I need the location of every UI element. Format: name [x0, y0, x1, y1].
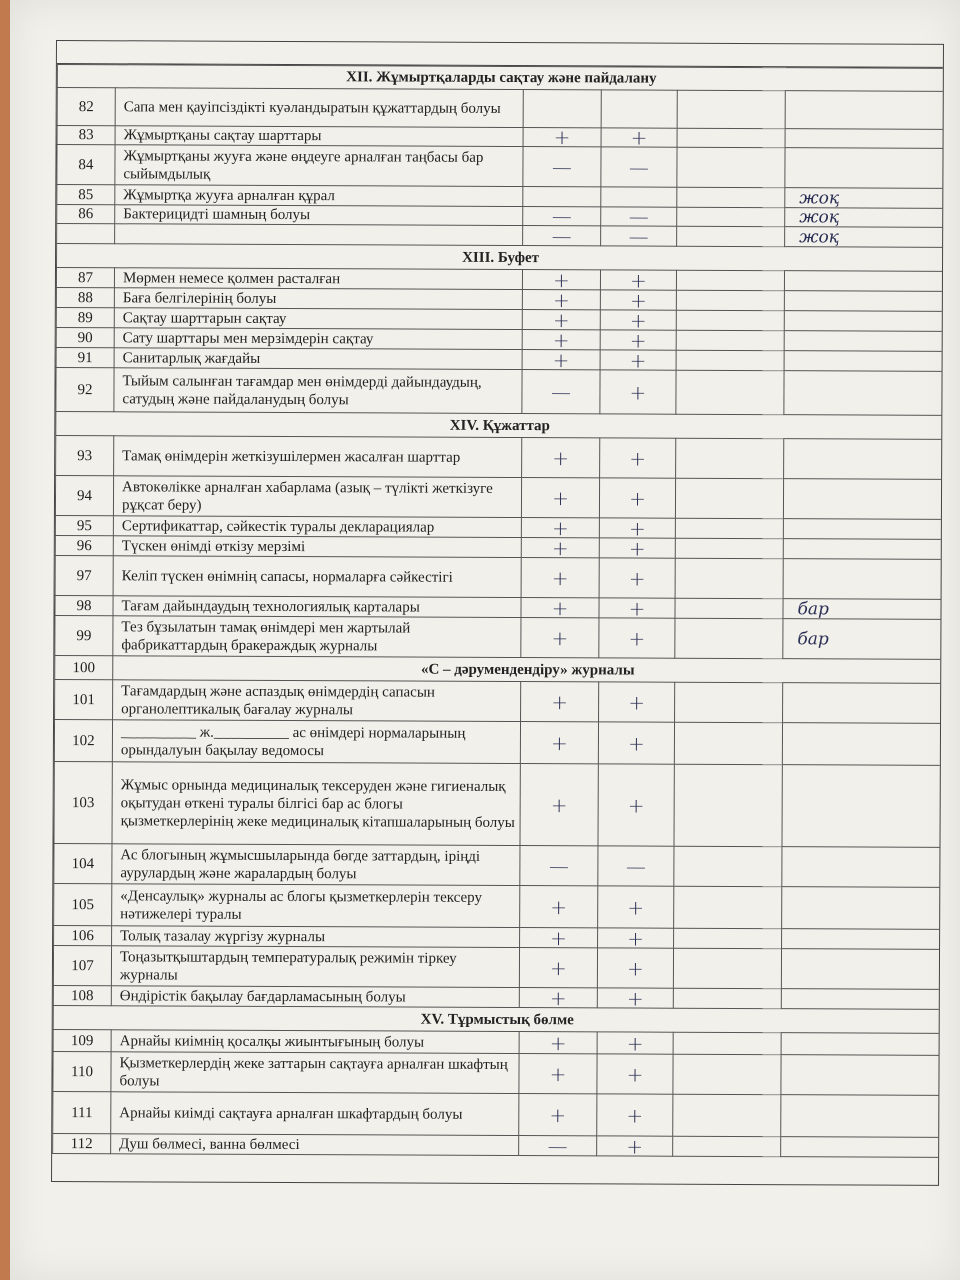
handwritten-note: [784, 331, 944, 352]
checklist-body: [53, 65, 944, 1158]
mark-column-1: [523, 90, 601, 128]
table-row: [55, 680, 943, 724]
mark-column-1: +: [521, 598, 599, 618]
row-number: 107: [53, 945, 111, 985]
row-number: 109: [53, 1029, 111, 1051]
mark-column-1: +: [520, 886, 598, 928]
handwritten-note: [784, 439, 944, 480]
handwritten-note: [784, 271, 944, 292]
mark-column-2: —: [601, 147, 677, 187]
mark-column-1: +: [519, 1054, 597, 1094]
mark-column-2: +: [600, 330, 676, 350]
handwritten-note: [785, 129, 944, 149]
empty-column-3: [677, 90, 785, 128]
empty-column-3: [676, 370, 784, 414]
row-number: 87: [56, 268, 114, 288]
mark-column-2: +: [599, 598, 675, 618]
table-row: [55, 556, 943, 600]
row-number: 96: [55, 536, 113, 556]
criterion-text: Сертификаттар, сәйкестік туралы декларациялар: [113, 516, 521, 538]
criterion-text: Жұмыртқа жууға арналған құрал: [115, 185, 523, 207]
empty-column-3: [676, 330, 784, 350]
handwritten-note: [782, 887, 942, 930]
criterion-text: Жұмыртқаны сақтау шарттары: [115, 126, 523, 147]
criterion-text: Арнайы киімді сақтауға арналған шкафтардың болуы: [111, 1092, 519, 1136]
handwritten-note: [783, 479, 943, 520]
table-row: [56, 436, 944, 480]
row-number: 99: [55, 616, 113, 656]
mark-column-2: +: [599, 618, 675, 658]
mark-column-1: +: [521, 538, 599, 558]
mark-column-2: +: [600, 290, 676, 310]
mark-column-2: +: [600, 270, 676, 290]
empty-column-3: [673, 948, 781, 988]
handwritten-note: [781, 989, 941, 1010]
handwritten-note: жоқ: [785, 208, 944, 228]
row-number: 95: [55, 516, 113, 536]
mark-column-2: —: [598, 846, 674, 886]
mark-column-2: +: [597, 1054, 673, 1094]
section-title: XII. Жұмыртқаларды сақтау және пайдалану: [57, 65, 944, 92]
criterion-text: Жұмыс орнында медициналық тексеруден және гигиеналық оқытудан өткені туралы білгісі бар ас блогы қызметкерлерінің жеке медициналық кітапшаларының болуы: [112, 762, 520, 846]
mark-column-1: +: [522, 350, 600, 370]
empty-column-3: [675, 538, 783, 558]
mark-column-2: +: [600, 350, 676, 370]
criterion-text: Автокөлікке арналған хабарлама (азық – түлікті жеткізуге рұқсат беру): [113, 476, 521, 518]
handwritten-note: [781, 949, 941, 990]
criterion-text: Тағамдардың және аспаздық өнімдердің сапасын органолептикалық бағалау журналы: [113, 680, 521, 722]
criterion-text: Арнайы киімнің қосалқы жиынтығының болуы: [111, 1030, 519, 1054]
criterion-text: Бактерицидті шамның болуы: [115, 205, 523, 226]
mark-column-1: +: [521, 682, 599, 722]
mark-column-1: +: [522, 438, 600, 478]
row-number: 97: [55, 556, 113, 596]
empty-column-3: [673, 988, 781, 1008]
row-number: 110: [53, 1051, 111, 1091]
mark-column-1: —: [519, 1136, 597, 1156]
handwritten-note: [781, 1055, 941, 1096]
handwritten-note: [782, 847, 942, 888]
table-row: [55, 476, 943, 520]
criterion-text: Түскен өнімді өткізу мерзімі: [113, 536, 521, 558]
table-row: [57, 88, 944, 130]
table-row: [54, 720, 942, 766]
mark-column-2: —: [601, 207, 677, 226]
handwritten-note: жоқ: [785, 227, 944, 248]
mark-column-1: +: [522, 330, 600, 350]
handwritten-note: бар: [783, 599, 943, 620]
section-title: «С – дәрумендендіру» журналы: [113, 656, 943, 684]
row-number: 103: [54, 761, 112, 843]
row-number: 111: [53, 1091, 111, 1133]
mark-column-1: +: [522, 310, 600, 330]
handwritten-note: [781, 1095, 941, 1138]
mark-column-2: +: [597, 1136, 673, 1156]
criterion-text: Мөрмен немесе қолмен расталған: [114, 268, 522, 290]
empty-column-3: [675, 618, 783, 658]
table-row: [54, 843, 942, 887]
criterion-text: Сақтау шарттарын сақтау: [114, 308, 522, 330]
handwritten-note: бар: [783, 619, 943, 660]
mark-column-1: +: [520, 764, 598, 846]
mark-column-1: +: [519, 1094, 597, 1136]
row-number: 91: [56, 348, 114, 368]
mark-column-2: +: [598, 722, 674, 764]
mark-column-1: —: [522, 370, 600, 414]
criterion-text: Санитарлық жағдайы: [114, 348, 522, 370]
mark-column-2: [601, 90, 677, 128]
empty-column-3: [675, 518, 783, 538]
mark-column-2: +: [598, 764, 674, 846]
mark-column-2: +: [597, 1032, 673, 1054]
mark-column-1: +: [521, 558, 599, 598]
table-row: [56, 368, 944, 416]
criterion-text: Сату шарттары мен мерзімдерін сақтау: [114, 328, 522, 350]
row-number: 105: [54, 883, 112, 925]
empty-column-3: [674, 928, 782, 948]
empty-column-3: [675, 682, 783, 722]
mark-column-1: +: [522, 270, 600, 290]
table-row: [53, 1051, 941, 1095]
row-number: 106: [54, 925, 112, 945]
mark-column-2: +: [598, 928, 674, 948]
mark-column-2: +: [600, 438, 676, 478]
handwritten-note: [783, 539, 943, 560]
row-number: 94: [55, 476, 113, 516]
mark-column-1: +: [523, 128, 601, 147]
mark-column-1: —: [523, 226, 601, 246]
criterion-text: Қызметкерлердің жеке заттарын сақтауға арналған шкафтың болуы: [111, 1052, 519, 1094]
row-number: 90: [56, 328, 114, 348]
row-number: 92: [56, 368, 114, 412]
mark-column-1: —: [523, 207, 601, 226]
mark-column-1: +: [520, 928, 598, 948]
row-number: 89: [56, 308, 114, 328]
mark-column-2: +: [599, 538, 675, 558]
empty-column-3: [675, 558, 783, 598]
empty-column-3: [676, 310, 784, 330]
mark-column-2: +: [601, 128, 677, 147]
handwritten-note: [784, 371, 944, 416]
table-row: [54, 761, 942, 847]
empty-column-3: [674, 722, 782, 764]
handwritten-note: [781, 1033, 941, 1056]
criterion-text: Сапа мен қауіпсіздікті куәландыратын құжаттардың болуы: [115, 88, 523, 128]
mark-column-2: +: [599, 518, 675, 538]
table-row: [57, 145, 944, 189]
empty-column-3: [676, 270, 784, 290]
empty-column-3: [674, 886, 782, 928]
empty-column-3: [676, 350, 784, 370]
criterion-text: Ас блогының жұмысшыларында бөгде заттардың, іріңді аурулардың және жаралардың болуы: [112, 844, 520, 886]
criterion-text: Душ бөлмесі, ванна бөлмесі: [111, 1134, 519, 1156]
row-number: 84: [57, 145, 115, 185]
section-title: XIV. Құжаттар: [56, 412, 944, 440]
row-number: 108: [53, 985, 111, 1005]
criterion-text: «Денсаулық» журналы ас блогы қызметкерлерін тексеру нәтижелері туралы: [112, 884, 520, 928]
empty-column-3: [673, 1054, 781, 1094]
empty-column-3: [677, 226, 785, 246]
table-row: [53, 1091, 941, 1137]
mark-column-2: +: [600, 370, 676, 414]
mark-column-2: +: [598, 886, 674, 928]
handwritten-note: [783, 519, 943, 540]
row-number: 102: [54, 720, 112, 762]
handwritten-note: [784, 351, 944, 372]
mark-column-2: +: [600, 310, 676, 330]
criterion-text: Толық тазалау жүргізу журналы: [112, 926, 520, 948]
row-number: 82: [57, 88, 115, 126]
empty-column-3: [677, 147, 785, 187]
criterion-text: Өндірістік бақылау бағдарламасының болуы: [111, 986, 519, 1008]
mark-column-1: +: [519, 948, 597, 988]
mark-column-1: +: [522, 290, 600, 310]
mark-column-2: +: [599, 478, 675, 518]
mark-column-2: +: [599, 558, 675, 598]
mark-column-1: +: [519, 988, 597, 1008]
row-number: 112: [53, 1133, 111, 1153]
criterion-text: Жұмыртқаны жууға және өңдеуге арналған таңбасы бар сыйымдылық: [115, 145, 523, 187]
mark-column-1: +: [520, 722, 598, 764]
section-title: XV. Тұрмыстық бөлме: [53, 1005, 941, 1033]
mark-column-2: +: [597, 948, 673, 988]
table-row: [54, 883, 942, 929]
criterion-text: Тоңазытқыштардың температуралық режимін тіркеу журналы: [111, 946, 519, 988]
row-number: 101: [55, 680, 113, 720]
empty-column-3: [673, 1094, 781, 1136]
mark-column-2: —: [601, 226, 677, 246]
mark-column-2: +: [597, 1094, 673, 1136]
empty-column-3: [677, 207, 785, 226]
handwritten-note: [783, 683, 943, 724]
checklist-table: [52, 64, 944, 1158]
section-title: XIII. Буфет: [57, 244, 944, 272]
empty-column-3: [675, 478, 783, 518]
empty-column-3: [674, 846, 782, 886]
handwritten-note: [785, 91, 944, 130]
mark-column-2: +: [597, 988, 673, 1008]
handwritten-note: [785, 148, 944, 189]
criterion-text: __________ ж.__________ ас өнімдері нормаларының орындалуын бақылау ведомосы: [112, 720, 520, 764]
row-number: 86: [57, 205, 115, 224]
empty-column-3: [677, 187, 785, 207]
mark-column-2: +: [599, 682, 675, 722]
criterion-text: Тез бұзылатын тамақ өнімдері мен жартылай фабрикаттардың бракераждық журналы: [113, 616, 521, 658]
criterion-text: Баға белгілерінің болуы: [114, 288, 522, 310]
empty-column-3: [677, 128, 785, 147]
mark-column-1: —: [523, 147, 601, 187]
criterion-text: Келіп түскен өнімнің сапасы, нормаларға сәйкестігі: [113, 556, 521, 598]
criterion-text: Тағам дайындаудың технологиялық карталары: [113, 596, 521, 618]
handwritten-note: [782, 723, 942, 766]
handwritten-note: [781, 1137, 941, 1158]
section-number: 100: [55, 656, 113, 680]
checklist-table-frame: [51, 40, 944, 1186]
handwritten-note: жоқ: [785, 188, 944, 209]
empty-column-3: [676, 290, 784, 310]
mark-column-1: +: [521, 518, 599, 538]
paper-sheet: [10, 0, 960, 1280]
row-number: 104: [54, 843, 112, 883]
handwritten-note: [784, 291, 944, 312]
mark-column-1: +: [521, 478, 599, 518]
row-number: 98: [55, 596, 113, 616]
table-row: [53, 1133, 941, 1157]
handwritten-note: [782, 929, 942, 950]
handwritten-note: [782, 765, 942, 848]
empty-column-3: [674, 764, 782, 846]
mark-column-1: +: [521, 618, 599, 658]
empty-column-3: [676, 438, 784, 478]
criterion-text: Тыйым салынған тағамдар мен өнімдерді дайындаудың, сатудың және пайдаланудың болуы: [114, 368, 522, 414]
row-number: 88: [56, 288, 114, 308]
empty-column-3: [673, 1136, 781, 1156]
table-row: [55, 616, 943, 660]
empty-column-3: [675, 598, 783, 618]
row-number: [57, 224, 115, 244]
handwritten-note: [784, 311, 944, 332]
table-row: [53, 945, 941, 989]
mark-column-1: +: [519, 1032, 597, 1054]
criterion-text: [115, 224, 523, 246]
row-number: 93: [56, 436, 114, 476]
criterion-text: Тамақ өнімдерін жеткізушілермен жасалған шарттар: [114, 436, 522, 478]
empty-column-3: [673, 1032, 781, 1054]
mark-column-1: —: [520, 846, 598, 886]
handwritten-note: [783, 559, 943, 600]
row-number: 85: [57, 185, 115, 205]
row-number: 83: [57, 126, 115, 145]
